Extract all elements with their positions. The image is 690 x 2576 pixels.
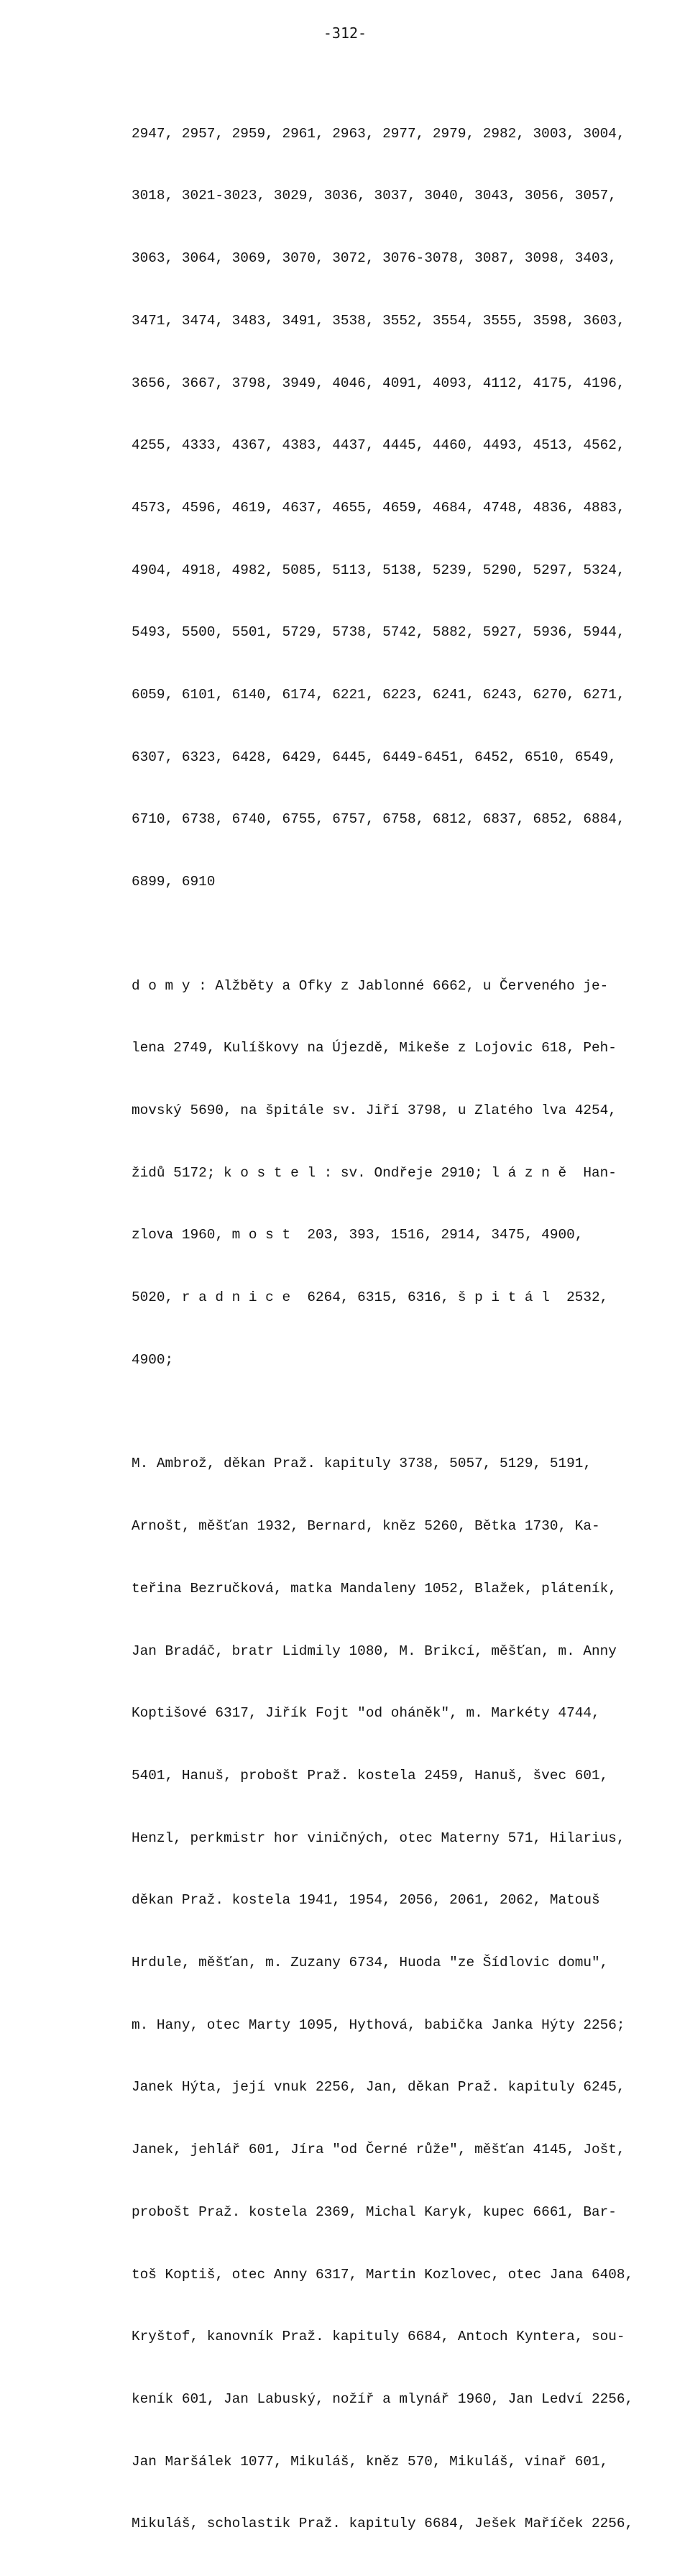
index-text bbox=[132, 61, 649, 2576]
text-line: movský 5690, na špitále sv. Jiří 3798, u Zlatého lva 4254, bbox=[132, 1102, 617, 1119]
page-number: -312- bbox=[323, 24, 367, 42]
text-line: M. Ambrož, děkan Praž. kapituly 3738, 5057, 5129, 5191, bbox=[132, 1456, 592, 1472]
text-line: Janek, jehlář 601, Jíra "od Černé růže", měšťan 4145, Jošt, bbox=[132, 2142, 625, 2158]
text-line: keník 601, Jan Labuský, nožíř a mlynář 1960, Jan Ledví 2256, bbox=[132, 2390, 634, 2407]
text-line: lena 2749, Kulíškovy na Újezdě, Mikeše z Lojovic 618, Peh- bbox=[132, 1040, 617, 1056]
text-line: 3656, 3667, 3798, 3949, 4046, 4091, 4093, 4112, 4175, 4196, bbox=[132, 375, 625, 391]
text-line: Janek Hýta, její vnuk 2256, Jan, děkan Praž. kapituly 6245, bbox=[132, 2079, 625, 2096]
text-line: 4573, 4596, 4619, 4637, 4655, 4659, 4684, 4748, 4836, 4883, bbox=[132, 499, 625, 516]
text-line: Jan Maršálek 1077, Mikuláš, kněz 570, Mikuláš, vinař 601, bbox=[132, 2453, 609, 2470]
text-line: Jan Bradáč, bratr Lidmily 1080, M. Brikcí, měšťan, m. Anny bbox=[132, 1643, 617, 1659]
text-line: Mikuláš, scholastik Praž. kapituly 6684, Ješek Maříček 2256, bbox=[132, 2516, 634, 2532]
text-line: 6710, 6738, 6740, 6755, 6757, 6758, 6812, 6837, 6852, 6884, bbox=[132, 811, 625, 828]
text-line: 5401, Hanuš, probošt Praž. kostela 2459, Hanuš, švec 601, bbox=[132, 1767, 609, 1783]
text-line: 6307, 6323, 6428, 6429, 6445, 6449-6451, 6452, 6510, 6549, bbox=[132, 749, 617, 765]
text-line: 3471, 3474, 3483, 3491, 3538, 3552, 3554, 3555, 3598, 3603, bbox=[132, 312, 625, 329]
text-line: židů 5172; k o s t e l : sv. Ondřeje 2910; l á z n ě Han- bbox=[132, 1164, 617, 1181]
text-line: m. Hany, otec Marty 1095, Hythová, babička Janka Hýty 2256; bbox=[132, 2017, 625, 2033]
text-line: 6059, 6101, 6140, 6174, 6221, 6223, 6241, 6243, 6270, 6271, bbox=[132, 687, 625, 703]
text-line: Arnošt, měšťan 1932, Bernard, kněz 5260, Bětka 1730, Ka- bbox=[132, 1518, 600, 1535]
text-line: 4255, 4333, 4367, 4383, 4437, 4445, 4460, 4493, 4513, 4562, bbox=[132, 437, 625, 454]
text-line: 6899, 6910 bbox=[132, 874, 216, 890]
text-line: 3063, 3064, 3069, 3070, 3072, 3076-3078, 3087, 3098, 3403, bbox=[132, 250, 617, 267]
text-line: 4904, 4918, 4982, 5085, 5113, 5138, 5239, 5290, 5297, 5324, bbox=[132, 562, 625, 578]
text-line: Kryštof, kanovník Praž. kapituly 6684, Antoch Kyntera, sou- bbox=[132, 2329, 625, 2345]
text-line: 4900; bbox=[132, 1351, 174, 1368]
text-line: teřina Bezručková, matka Mandaleny 1052, Blažek, pláteník, bbox=[132, 1580, 617, 1597]
text-line: toš Koptiš, otec Anny 6317, Martin Kozlovec, otec Jana 6408, bbox=[132, 2266, 634, 2283]
text-line: zlova 1960, m o s t 203, 393, 1516, 2914, 3475, 4900, bbox=[132, 1227, 584, 1243]
text-line: Hrdule, měšťan, m. Zuzany 6734, Huoda "ze Šídlovic domu", bbox=[132, 1955, 609, 1971]
text-line: děkan Praž. kostela 1941, 1954, 2056, 2061, 2062, Matouš bbox=[132, 1892, 600, 1909]
text-line: Koptišové 6317, Jiřík Fojt "od oháněk", m. Markéty 4744, bbox=[132, 1705, 600, 1722]
text-line: Henzl, perkmistr hor viničných, otec Materny 571, Hilarius, bbox=[132, 1830, 625, 1846]
text-line: 5020, r a d n i c e 6264, 6315, 6316, š p i t á l 2532, bbox=[132, 1289, 609, 1306]
text-line: probošt Praž. kostela 2369, Michal Karyk, kupec 6661, Bar- bbox=[132, 2203, 617, 2220]
text-line: d o m y : Alžběty a Ofky z Jablonné 6662, u Červeného je- bbox=[132, 977, 609, 994]
text-line: 5493, 5500, 5501, 5729, 5738, 5742, 5882, 5927, 5936, 5944, bbox=[132, 624, 625, 641]
text-line: 3018, 3021-3023, 3029, 3036, 3037, 3040, 3043, 3056, 3057, bbox=[132, 188, 617, 204]
text-line: 2947, 2957, 2959, 2961, 2963, 2977, 2979, 2982, 3003, 3004, bbox=[132, 125, 625, 142]
